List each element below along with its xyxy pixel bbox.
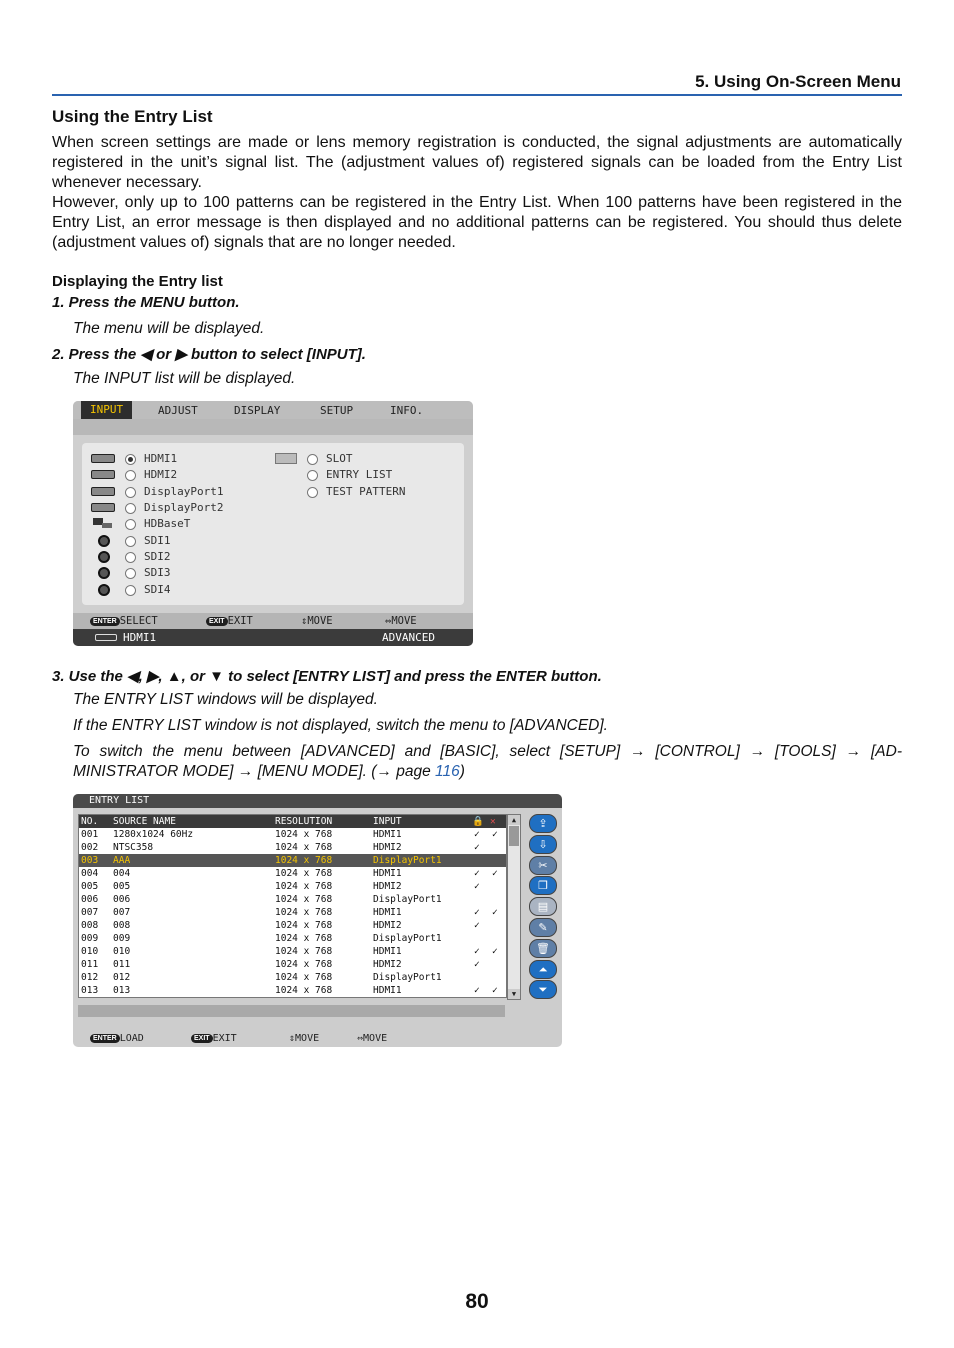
entry-list-screenshot — [73, 794, 562, 1047]
radio — [125, 536, 136, 547]
table-row[interactable] — [79, 828, 506, 841]
cell-input: DisplayPort1 — [373, 972, 442, 983]
paste-icon: ▤ — [537, 900, 549, 914]
radio — [125, 470, 136, 481]
cell-no: 005 — [81, 881, 99, 892]
cell-name: 1280x1024 60Hz — [113, 829, 194, 840]
edit-button[interactable] — [529, 918, 557, 937]
radio-selected — [125, 454, 136, 465]
step-1-note: The menu will be displayed. — [73, 320, 265, 337]
upload-icon: ⇪ — [538, 817, 548, 830]
cell-no: 009 — [81, 933, 99, 944]
table-row[interactable] — [79, 880, 506, 893]
sdi-connector-icon — [98, 551, 110, 563]
input-item-test-pattern[interactable]: TEST PATTERN — [272, 485, 452, 499]
radio — [125, 519, 136, 530]
download-button[interactable] — [529, 835, 557, 854]
exit-hint: EXIT — [212, 1033, 237, 1044]
cell-name: 012 — [113, 972, 131, 983]
cell-input: DisplayPort1 — [373, 933, 442, 944]
cell-name: 009 — [113, 933, 131, 944]
step-3-note-2: If the ENTRY LIST window is not displayed, switch the menu to [ADVANCED]. — [73, 717, 608, 734]
cell-no: 011 — [81, 959, 99, 970]
table-row[interactable] — [79, 919, 506, 932]
cell-res: 1024 x 768 — [275, 920, 333, 931]
cell-name: 008 — [113, 920, 131, 931]
subsection-title: Displaying the Entry list — [52, 273, 223, 290]
intro-paragraph-1: When screen settings are made or lens memory registration is conducted, the signal adjustments are automatically registered in the unit’s signal list. The (adjustment values of) registered signals can be loaded from the Entry List whenever necessary. — [52, 134, 902, 191]
cell-no: 006 — [81, 894, 99, 905]
cell-no: 010 — [81, 946, 99, 957]
page-down-icon: ⏷ — [538, 983, 548, 997]
input-item-sdi4[interactable]: SDI4 — [82, 583, 262, 597]
col-no: NO. — [81, 816, 99, 827]
checkmark-icon: ✓ — [474, 920, 480, 931]
cell-name: 004 — [113, 868, 131, 879]
step-3-note-1: The ENTRY LIST windows will be displayed. — [73, 691, 378, 708]
input-item-slot[interactable]: SLOT — [272, 452, 452, 466]
input-item-displayport1[interactable]: DisplayPort1 — [82, 485, 262, 499]
tab-adjust[interactable]: ADJUST — [158, 404, 198, 417]
checkmark-icon: ✓ — [492, 868, 498, 879]
cell-res: 1024 x 768 — [275, 972, 333, 983]
radio — [307, 487, 318, 498]
radio — [125, 568, 136, 579]
table-row[interactable] — [79, 867, 506, 880]
col-input: INPUT — [373, 816, 402, 827]
checkmark-icon: ✓ — [474, 959, 480, 970]
table-header — [79, 815, 506, 828]
cell-input: HDMI1 — [373, 868, 402, 879]
checkmark-icon: ✓ — [474, 946, 480, 957]
menu-mode: ADVANCED — [382, 631, 435, 644]
menu-key-guide — [73, 613, 473, 629]
checkmark-icon: ✓ — [492, 946, 498, 957]
checkmark-icon: ✓ — [492, 985, 498, 996]
cut-button[interactable] — [529, 856, 557, 875]
copy-icon: ❐ — [538, 879, 548, 893]
cell-name: 005 — [113, 881, 131, 892]
cell-no: 012 — [81, 972, 99, 983]
input-item-displayport2[interactable]: DisplayPort2 — [82, 501, 262, 515]
exit-key-icon: EXIT — [191, 1034, 213, 1043]
menu-status-bar — [73, 629, 473, 646]
radio — [307, 454, 318, 465]
cell-res: 1024 x 768 — [275, 868, 333, 879]
intro-paragraph-2: However, only up to 100 patterns can be registered in the Entry List. When 100 patterns have been registered in the Entry List, an error message is then displayed and no additional patterns can be registered. You should thus delete (adjustment values of) signals that are no longer needed. — [52, 194, 902, 251]
radio — [125, 503, 136, 514]
chapter-header: 5. Using On-Screen Menu — [695, 72, 901, 91]
cell-input: HDMI1 — [373, 907, 402, 918]
trash-button[interactable] — [529, 939, 557, 958]
checkmark-icon: ✓ — [492, 907, 498, 918]
sdi-connector-icon — [98, 584, 110, 596]
step-3: 3. Use the ◀, ▶, ▲, or ▼ to select [ENTRY LIST] and press the ENTER button. — [52, 668, 602, 685]
lock-icon: 🔒 — [472, 816, 484, 827]
edit-icon: ✎ — [538, 921, 548, 934]
upload-button[interactable] — [529, 814, 557, 833]
table-row[interactable] — [79, 971, 506, 984]
step-1: 1. Press the MENU button. — [52, 294, 240, 311]
input-item-hdmi2[interactable]: HDMI2 — [82, 468, 262, 482]
enter-key-icon: ENTER — [90, 1034, 120, 1043]
left-right-arrows-icon: ⇔ — [357, 1033, 364, 1044]
exit-key-icon: EXIT — [206, 617, 228, 626]
checkmark-icon: ✓ — [474, 842, 480, 853]
move-hint: MOVE — [391, 615, 417, 627]
sdi-connector-icon — [98, 567, 110, 579]
cell-name: 010 — [113, 946, 131, 957]
cell-name: 011 — [113, 959, 131, 970]
input-list-panel — [82, 443, 464, 605]
table-row[interactable] — [79, 932, 506, 945]
exit-hint: EXIT — [227, 615, 253, 627]
page-number: 80 — [465, 1290, 489, 1313]
entry-list-status-bar — [78, 1005, 505, 1017]
displayport-connector-icon — [91, 487, 115, 496]
paste-button[interactable] — [529, 897, 557, 916]
move-hint: MOVE — [295, 1033, 320, 1044]
move-hint: MOVE — [363, 1033, 388, 1044]
checkmark-icon: ✓ — [474, 829, 480, 840]
download-icon: ⇩ — [538, 837, 548, 851]
input-item-entry-list[interactable]: ENTRY LIST — [272, 468, 452, 482]
page-up-icon: ⏶ — [538, 962, 548, 976]
cell-input: DisplayPort1 — [373, 894, 442, 905]
cell-no: 004 — [81, 868, 99, 879]
cell-res: 1024 x 768 — [275, 985, 333, 996]
skip-icon: ✕ — [490, 816, 496, 827]
table-row[interactable] — [79, 958, 506, 971]
input-item-sdi2[interactable]: SDI2 — [82, 550, 262, 564]
cut-icon: ✂ — [538, 858, 548, 872]
cell-input: HDMI2 — [373, 920, 402, 931]
radio — [125, 585, 136, 596]
trash-icon: 🗑 — [536, 941, 550, 955]
entry-table — [78, 814, 507, 998]
current-source: HDMI1 — [123, 631, 157, 644]
sdi-connector-icon — [98, 535, 110, 547]
cell-input: HDMI2 — [373, 881, 402, 892]
displayport-connector-icon — [91, 503, 115, 512]
radio — [125, 552, 136, 563]
entry-key-guide — [73, 1031, 562, 1047]
table-row[interactable] — [79, 893, 506, 906]
cell-name: NTSC358 — [113, 842, 154, 853]
checkmark-icon: ✓ — [474, 985, 480, 996]
cell-res: 1024 x 768 — [275, 881, 333, 892]
page-reference-link[interactable]: 116 — [435, 763, 460, 780]
checkmark-icon: ✓ — [474, 881, 480, 892]
cell-no: 003 — [81, 855, 99, 866]
select-hint: SELECT — [119, 615, 158, 627]
step-3-note-3b: MINISTRATOR MODE] → [MENU MODE]. (→ page 116) — [73, 763, 465, 780]
menu-tabs — [73, 401, 473, 419]
cell-input: HDMI2 — [373, 959, 402, 970]
cell-res: 1024 x 768 — [275, 855, 333, 866]
cell-res: 1024 x 768 — [275, 894, 333, 905]
up-down-arrows-icon: ⇕ — [301, 615, 308, 627]
step-2: 2. Press the ◀ or ▶ button to select [INPUT]. — [52, 346, 366, 363]
cell-no: 013 — [81, 985, 99, 996]
menu-subbar — [73, 419, 473, 435]
cell-no: 001 — [81, 829, 99, 840]
table-row[interactable] — [79, 945, 506, 958]
up-down-arrows-icon: ⇕ — [289, 1033, 296, 1044]
hdmi-connector-icon — [91, 470, 115, 479]
header-rule — [52, 94, 902, 96]
cell-no: 002 — [81, 842, 99, 853]
cell-input: DisplayPort1 — [373, 855, 442, 866]
left-right-arrows-icon: ⇔ — [385, 615, 392, 627]
checkmark-icon: ✓ — [474, 907, 480, 918]
hdmi-connector-icon — [91, 454, 115, 463]
scrollbar[interactable] — [507, 814, 521, 1000]
tab-display[interactable]: DISPLAY — [234, 404, 281, 417]
tab-input[interactable]: INPUT — [81, 401, 132, 419]
cell-res: 1024 x 768 — [275, 946, 333, 957]
step-3-note-3a: To switch the menu between [ADVANCED] and [BASIC], select [SETUP] → [CONTROL] → [TOOLS] → [AD- — [73, 743, 902, 760]
col-source-name: SOURCE NAME — [113, 816, 176, 827]
tab-info[interactable]: INFO. — [390, 404, 424, 417]
cell-input: HDMI1 — [373, 946, 402, 957]
entry-list-title: ENTRY LIST — [73, 794, 562, 808]
cell-res: 1024 x 768 — [275, 842, 333, 853]
table-row[interactable] — [79, 841, 506, 854]
copy-button[interactable] — [529, 876, 557, 895]
cell-name: 007 — [113, 907, 131, 918]
enter-key-icon: ENTER — [90, 617, 120, 626]
cell-res: 1024 x 768 — [275, 933, 333, 944]
scroll-thumb[interactable] — [509, 826, 519, 846]
cell-name: AAA — [113, 855, 131, 866]
scroll-down-icon[interactable]: ▼ — [508, 989, 520, 999]
cell-res: 1024 x 768 — [275, 959, 333, 970]
table-row[interactable] — [79, 906, 506, 919]
cell-res: 1024 x 768 — [275, 829, 333, 840]
cell-no: 007 — [81, 907, 99, 918]
input-item-hdmi1[interactable]: HDMI1 — [82, 452, 262, 466]
radio — [125, 487, 136, 498]
checkmark-icon: ✓ — [474, 868, 480, 879]
cell-input: HDMI1 — [373, 829, 402, 840]
cell-input: HDMI1 — [373, 985, 402, 996]
table-row[interactable] — [79, 854, 506, 867]
col-resolution: RESOLUTION — [275, 816, 333, 827]
input-item-sdi3[interactable]: SDI3 — [82, 566, 262, 580]
scroll-up-icon[interactable]: ▲ — [508, 815, 520, 825]
table-row[interactable] — [79, 984, 506, 997]
section-title: Using the Entry List — [52, 107, 213, 126]
load-hint: LOAD — [119, 1033, 144, 1044]
move-hint: MOVE — [307, 615, 333, 627]
page-down-button[interactable] — [529, 980, 557, 999]
cell-name: 013 — [113, 985, 131, 996]
input-item-hdbaset[interactable]: HDBaseT — [82, 517, 262, 531]
cell-input: HDMI2 — [373, 842, 402, 853]
input-item-sdi1[interactable]: SDI1 — [82, 534, 262, 548]
step-2-note: The INPUT list will be displayed. — [73, 370, 296, 387]
input-menu-screenshot — [73, 401, 473, 646]
hdmi-connector-icon — [95, 634, 117, 641]
page-up-button[interactable] — [529, 960, 557, 979]
cell-res: 1024 x 768 — [275, 907, 333, 918]
cell-no: 008 — [81, 920, 99, 931]
cell-name: 006 — [113, 894, 131, 905]
checkmark-icon: ✓ — [492, 829, 498, 840]
slot-icon — [275, 453, 297, 464]
tab-setup[interactable]: SETUP — [320, 404, 354, 417]
radio — [307, 470, 318, 481]
